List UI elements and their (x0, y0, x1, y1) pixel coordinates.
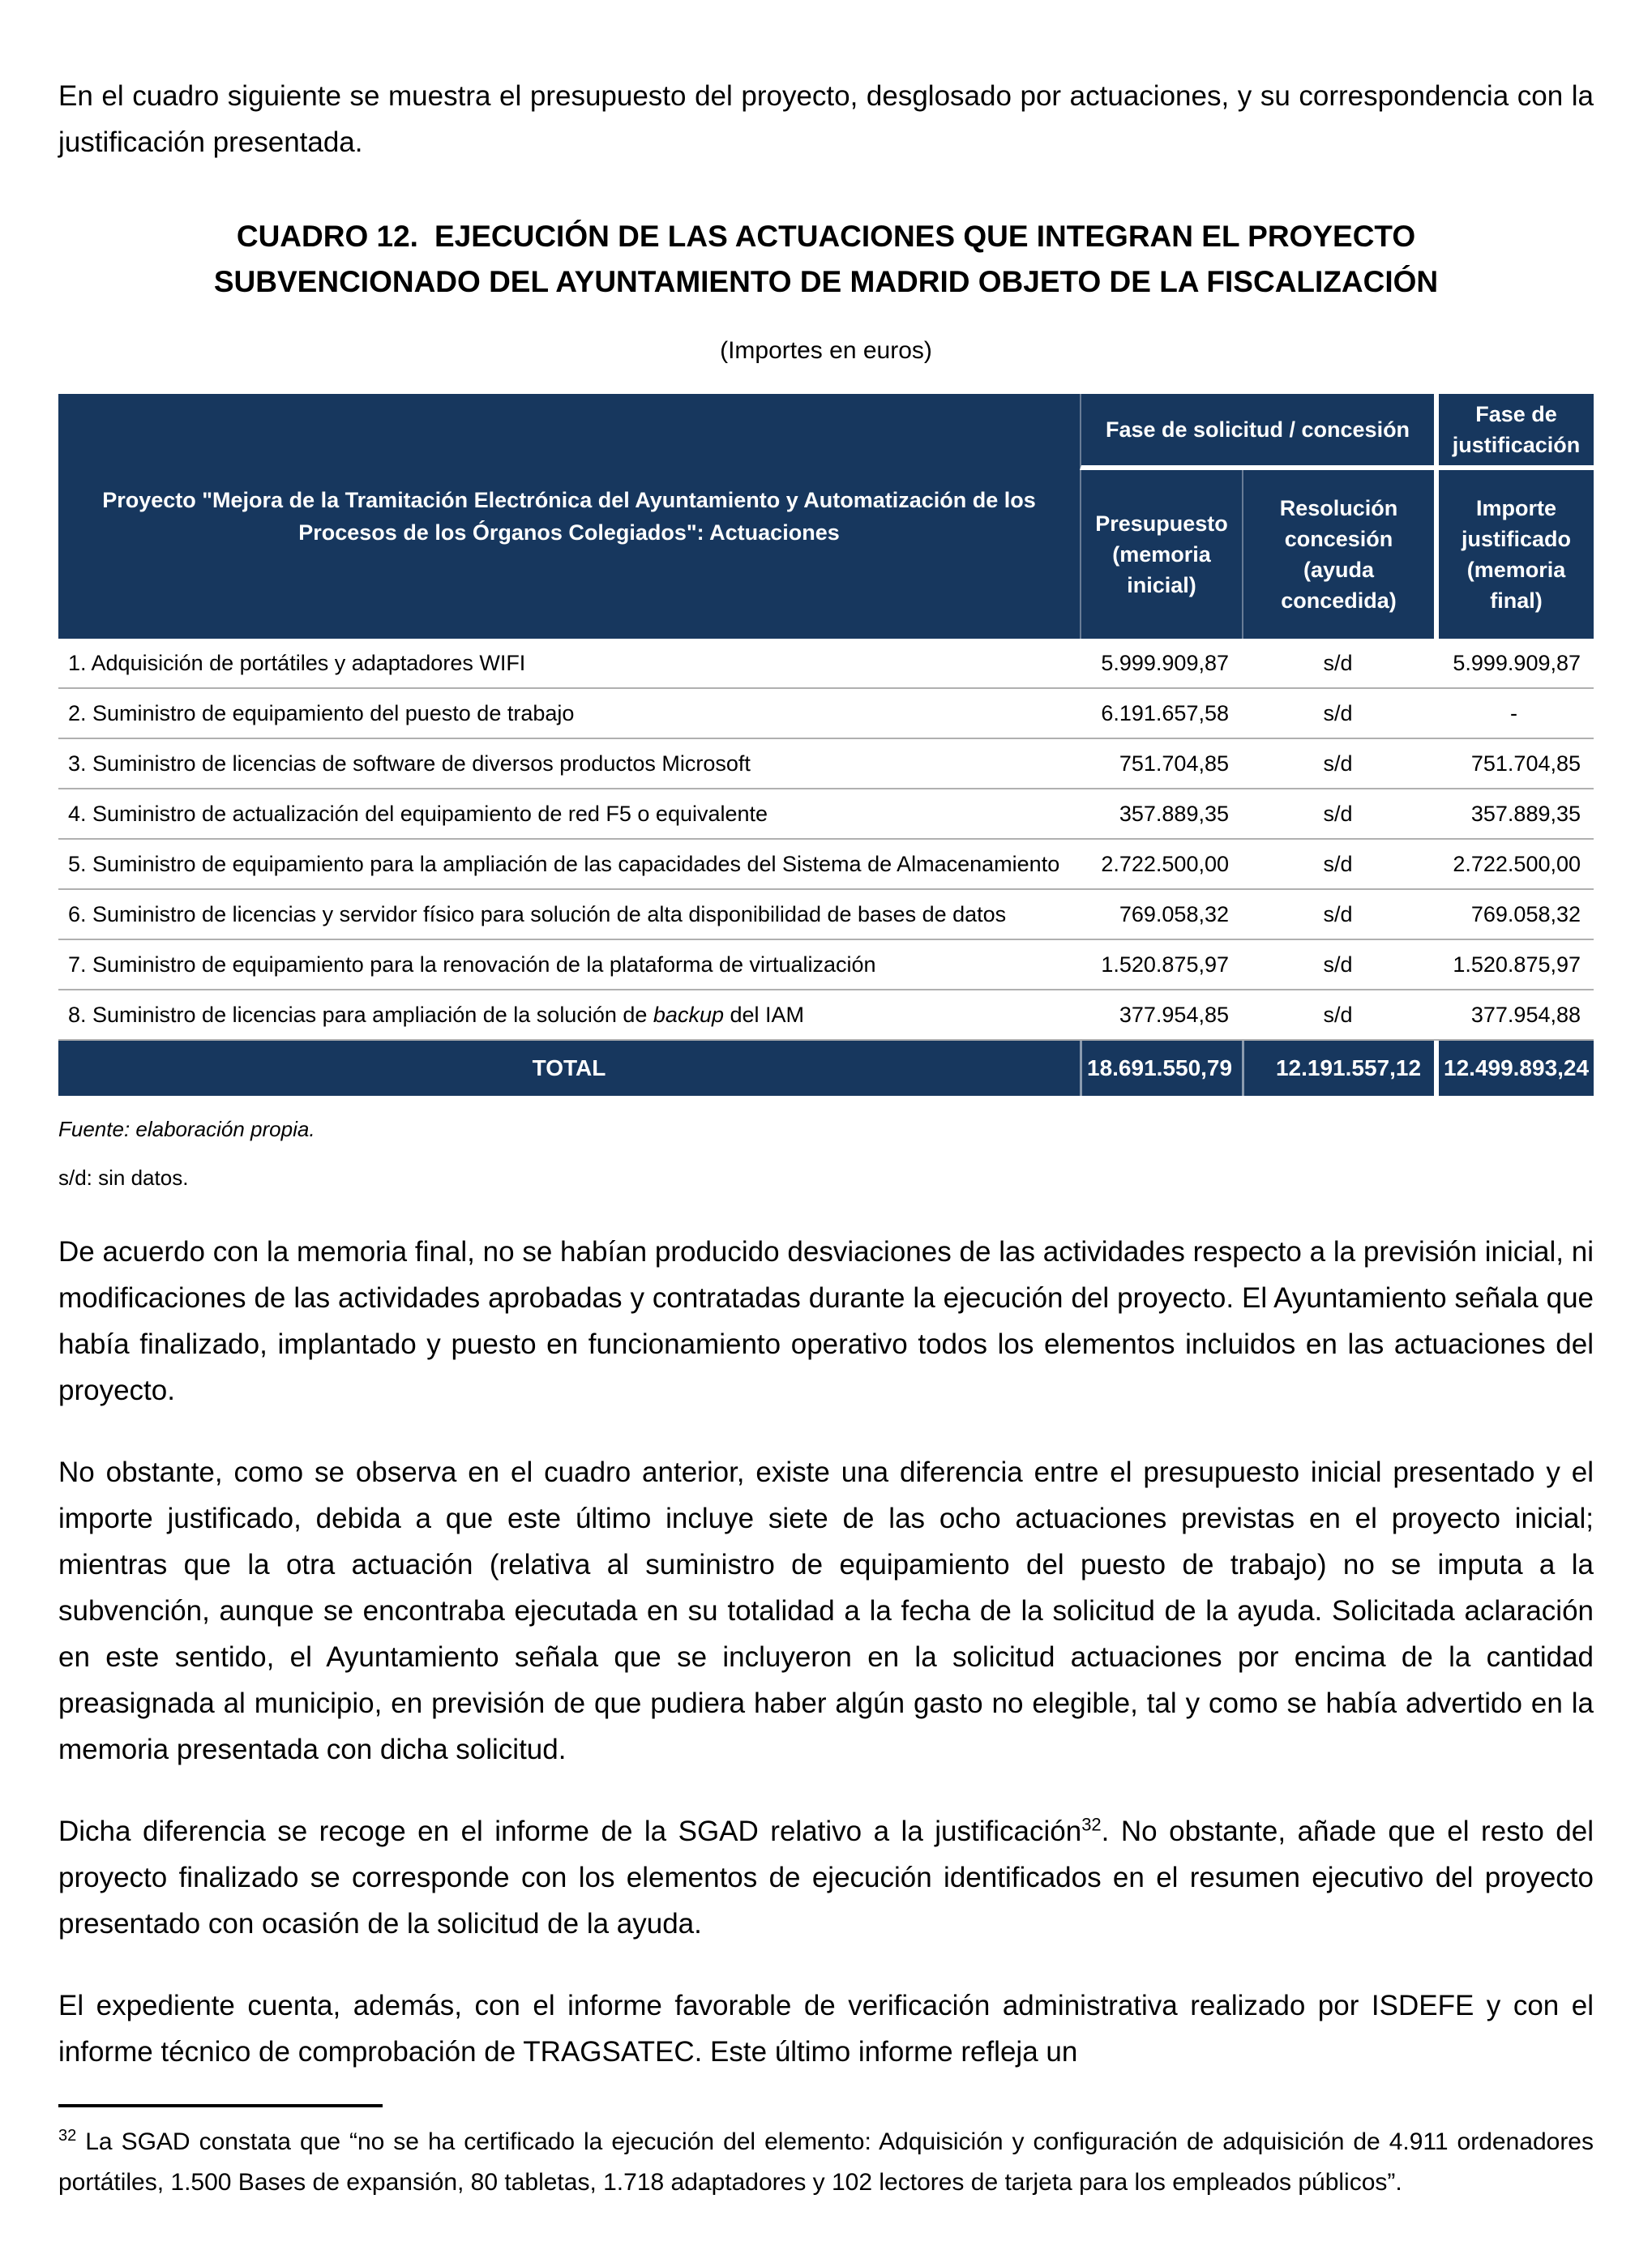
header-col-importe: Importe justificado (memoria final) (1434, 470, 1594, 639)
resolucion-cell: s/d (1242, 689, 1434, 739)
row-label (58, 990, 1080, 1041)
total-importe: 12.499.893,24 (1434, 1041, 1594, 1096)
resolucion-cell: s/d (1242, 789, 1434, 840)
presupuesto-cell: 6.191.657,58 (1080, 689, 1242, 739)
header-col-presupuesto: Presupuesto (memoria inicial) (1080, 470, 1242, 639)
budget-table (58, 394, 1594, 1096)
paragraph-text: Dicha diferencia se recoge en el informe de la SGAD relativo a la justificación (58, 1816, 1082, 1847)
footnote-separator-rule (58, 2104, 383, 2107)
total-label: TOTAL (58, 1041, 1080, 1096)
caption-title-part1: EJECUCIÓN DE LAS ACTUACIONES QUE INTEGRAN EL PROYECTO (434, 220, 1416, 253)
row-label: 4. Suministro de actualización del equipamiento de red F5 o equivalente (58, 789, 1080, 840)
paragraph-memoria-final: De acuerdo con la memoria final, no se habían producido desviaciones de las actividades respecto a la previsión inicial, ni modificaciones de las actividades aprobadas y contratadas durante la ejecución del proyecto. El Ayuntamiento señala que había finalizado, implantado y puesto en funcionamiento operativo todos los elementos incluidos en las actuaciones del proyecto. (58, 1236, 1594, 1406)
header-col-resolucion: Resolución concesión (ayuda concedida) (1242, 470, 1434, 639)
total-row (58, 1041, 1594, 1096)
row-label: 3. Suministro de licencias de software de diversos productos Microsoft (58, 739, 1080, 789)
caption-line-2: SUBVENCIONADO DEL AYUNTAMIENTO DE MADRID OBJETO DE LA FISCALIZACIÓN (213, 265, 1439, 298)
importe-cell: - (1434, 689, 1594, 739)
paragraph-text: . No obstante, añade que el resto del proyecto finalizado se corresponde con los elementos de ejecución identificados en el resumen ejecutivo del proyecto presentado con ocasión de la solicitud de la ayuda. (58, 1816, 1594, 1940)
footnote-32 (58, 2122, 1594, 2203)
table-caption (58, 214, 1594, 305)
importe-cell: 2.722.500,00 (1434, 840, 1594, 890)
resolucion-cell: s/d (1242, 639, 1434, 689)
table-row-5 (58, 840, 1594, 890)
resolucion-cell: s/d (1242, 739, 1434, 789)
resolucion-cell: s/d (1242, 990, 1434, 1041)
total-presupuesto: 18.691.550,79 (1080, 1041, 1242, 1096)
row-label-italic: backup (653, 1002, 724, 1027)
header-group-solicitud: Fase de solicitud / concesión (1080, 394, 1434, 470)
table-row-3 (58, 739, 1594, 789)
paragraph-diferencia: No obstante, como se observa en el cuadro anterior, existe una diferencia entre el presupuesto inicial presentado y el importe justificado, debida a que este último incluye siete de las ocho actuaciones previstas en el proyecto inicial; mientras que la otra actuación (relativa al suministro de equipamiento del puesto de trabajo) no se imputa a la subvención, aunque se encontraba ejecutada en su totalidad a la fecha de la solicitud de la ayuda. Solicitada aclaración en este sentido, el Ayuntamiento señala que se incluyeron en la solicitud actuaciones por encima de la cantidad preasignada al municipio, en previsión de que pudiera haber algún gasto no elegible, tal y como se había advertido en la memoria presentada con dicha solicitud. (58, 1457, 1594, 1765)
paragraph-expediente: El expediente cuenta, además, con el informe favorable de verificación administrativa realizado por ISDEFE y con el informe técnico de comprobación de TRAGSATEC. Este último informe refleja un (58, 1990, 1594, 2068)
footnote-number: 32 (58, 2127, 77, 2145)
header-project-column: Proyecto "Mejora de la Tramitación Electrónica del Ayuntamiento y Automatización de los Procesos de los Órganos Colegiados": Actuaciones (58, 394, 1080, 639)
caption-number: CUADRO 12. (236, 220, 418, 253)
presupuesto-cell: 769.058,32 (1080, 890, 1242, 940)
footnote-ref-32: 32 (1081, 1814, 1102, 1835)
total-resolucion: 12.191.557,12 (1242, 1041, 1434, 1096)
row-label: 6. Suministro de licencias y servidor físico para solución de alta disponibilidad de bases de datos (58, 890, 1080, 940)
intro-paragraph: En el cuadro siguiente se muestra el presupuesto del proyecto, desglosado por actuaciones, y su correspondencia con la justificación presentada. (58, 80, 1594, 158)
row-label-text: del IAM (723, 1002, 805, 1027)
presupuesto-cell: 357.889,35 (1080, 789, 1242, 840)
header-group-justificacion: Fase de justificación (1434, 394, 1594, 470)
table-row-2 (58, 689, 1594, 739)
presupuesto-cell: 751.704,85 (1080, 739, 1242, 789)
table-row-8 (58, 990, 1594, 1041)
importe-cell: 751.704,85 (1434, 739, 1594, 789)
importe-cell: 357.889,35 (1434, 789, 1594, 840)
units-note: (Importes en euros) (720, 337, 932, 364)
resolucion-cell: s/d (1242, 890, 1434, 940)
paragraph-informe-sgad (58, 1808, 1594, 1947)
resolucion-cell: s/d (1242, 840, 1434, 890)
importe-cell: 377.954,88 (1434, 990, 1594, 1041)
importe-cell: 5.999.909,87 (1434, 639, 1594, 689)
sd-abbreviation-note: s/d: sin datos. (58, 1166, 189, 1190)
resolucion-cell: s/d (1242, 940, 1434, 990)
header-group-row (58, 394, 1594, 470)
table-row-1 (58, 639, 1594, 689)
importe-cell: 1.520.875,97 (1434, 940, 1594, 990)
source-note: Fuente: elaboración propia. (58, 1117, 315, 1141)
presupuesto-cell: 377.954,85 (1080, 990, 1242, 1041)
row-label: 1. Adquisición de portátiles y adaptadores WIFI (58, 639, 1080, 689)
row-label: 2. Suministro de equipamiento del puesto de trabajo (58, 689, 1080, 739)
caption-line-1 (58, 214, 1594, 259)
table-row-6 (58, 890, 1594, 940)
footnote-text: La SGAD constata que “no se ha certificado la ejecución del elemento: Adquisición y configuración de adquisición de 4.911 ordenadores portátiles, 1.500 Bases de expansión, 80 tabletas, 1.718 adaptadores y 102 lectores de tarjeta para los empleados públicos”. (58, 2128, 1594, 2196)
table-row-7 (58, 940, 1594, 990)
row-label-text: 8. Suministro de licencias para ampliación de la solución de (68, 1002, 653, 1027)
presupuesto-cell: 5.999.909,87 (1080, 639, 1242, 689)
importe-cell: 769.058,32 (1434, 890, 1594, 940)
row-label: 7. Suministro de equipamiento para la renovación de la plataforma de virtualización (58, 940, 1080, 990)
presupuesto-cell: 2.722.500,00 (1080, 840, 1242, 890)
presupuesto-cell: 1.520.875,97 (1080, 940, 1242, 990)
row-label: 5. Suministro de equipamiento para la ampliación de las capacidades del Sistema de Almacenamiento (58, 840, 1080, 890)
table-row-4 (58, 789, 1594, 840)
